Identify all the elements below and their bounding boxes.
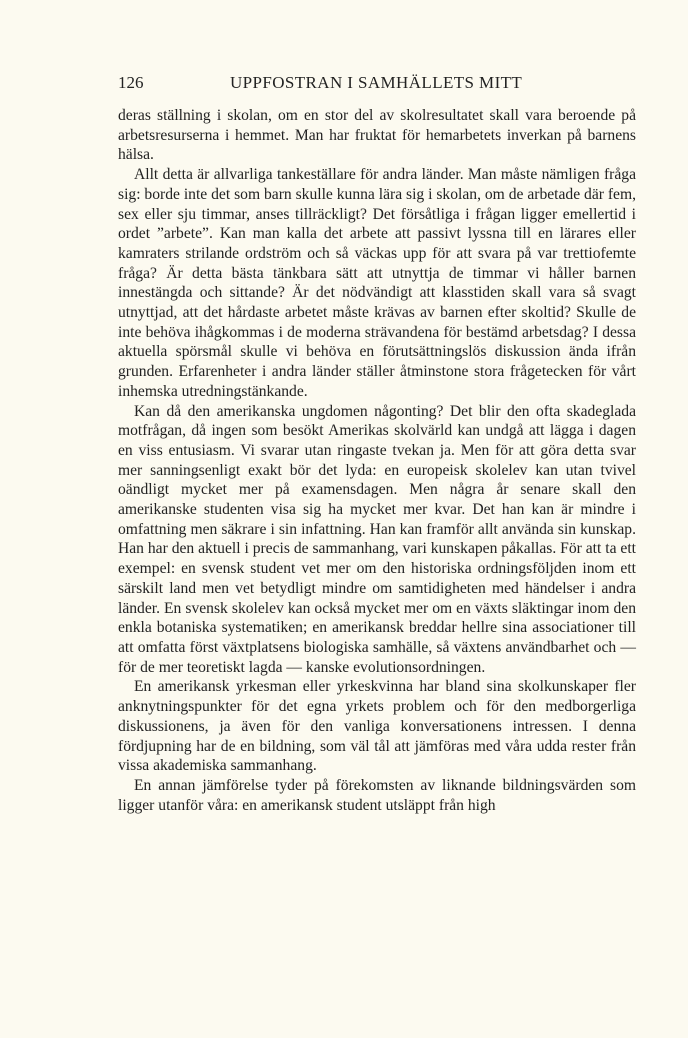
paragraph-1: deras ställning i skolan, om en stor del av skolresultatet skall vara beroende på arbetsresurserna i hemmet. Man har fruktat för hemarbetets inverkan på barnens hälsa. — [118, 107, 636, 164]
paragraph-4: En amerikansk yrkesman eller yrkeskvinna har bland sina skolkunskaper fler anknytningspunkter för det egna yrkets problem och för den medborgerliga diskussionens, ja även för den vanliga konversationens intressen. I denna fördjupning har de en bildning, som väl tål att jämföras med våra udda rester från vissa akademiska sammanhang. — [118, 678, 636, 775]
running-head: UPPFOSTRAN I SAMHÄLLETS MITT — [230, 73, 523, 92]
body-text — [118, 106, 636, 815]
paragraph-3: Kan då den amerikanska ungdomen någonting? Det blir den ofta skadeglada motfrågan, då ingen som besökt Amerikas skolvärld kan undgå att lägga i dagen en viss entusiasm. Vi svarar utan ringaste tvekan ja. Men för att göra detta svar mer sanningsenligt exakt bör det lyda: en europeisk skolelev kan utan tvivel oändligt mycket mer på examensdagen. Men några år senare skall den amerikanske studenten visa sig ha mycket mer kvar. Det han kan är mindre i omfattning men säkrare i sin infattning. Han kan framför allt använda sin kunskap. Han har den aktuell i precis de sammanhang, vari kunskapen påkallas. För att ta ett exempel: en svensk student vet mer om den historiska ordningsföljden inom ett särskilt land men vet betydligt mindre om samtidigheten med händelser i andra länder. En svensk skolelev kan också mycket mer om en växts släktingar inom den enkla botaniska systematiken; en amerikansk breddar hellre sina associationer till att omfatta först växtplatsens biologiska samhälle, så växtens användbarhet och — för de mer teoretiskt lagda — kanske evolutionsordningen. — [118, 402, 636, 676]
paragraph-2: Allt detta är allvarliga tankeställare för andra länder. Man måste nämligen fråga sig: borde inte det som barn skulle kunna lära sig i skolan, om de arbetade där fem, sex eller sju timmar, anses tillräckligt? Det försåtliga i frågan ligger emellertid i ordet ”arbete”. Kan man kalla det arbete att passivt lyssna till en lärares eller kamraters strilande ordström och så väckas upp för att svara på var trettiofemte fråga? Är detta bästa tänkbara sätt att utnyttja de timmar vi håller barnen innestängda och sittande? Är det nödvändigt att klasstiden skall vara så svagt utnyttjad, att det hårdaste arbetet måste krävas av barnen efter skoltid? Skulle de inte behöva ihågkommas i de moderna strävandena för bestämd arbetsdag? I dessa aktuella spörsmål skulle vi behöva en förutsättningslös diskussion ända ifrån grunden. Erfarenheter i andra länder ställer åtminstone stora frågetecken för vårt inhemska utredningstänkande. — [118, 166, 636, 400]
paragraph-5: En annan jämförelse tyder på förekomsten av liknande bildningsvärden som ligger utanför våra: en amerikansk student utsläppt från high — [118, 776, 636, 814]
page-header — [118, 73, 636, 97]
page-number: 126 — [118, 73, 144, 92]
